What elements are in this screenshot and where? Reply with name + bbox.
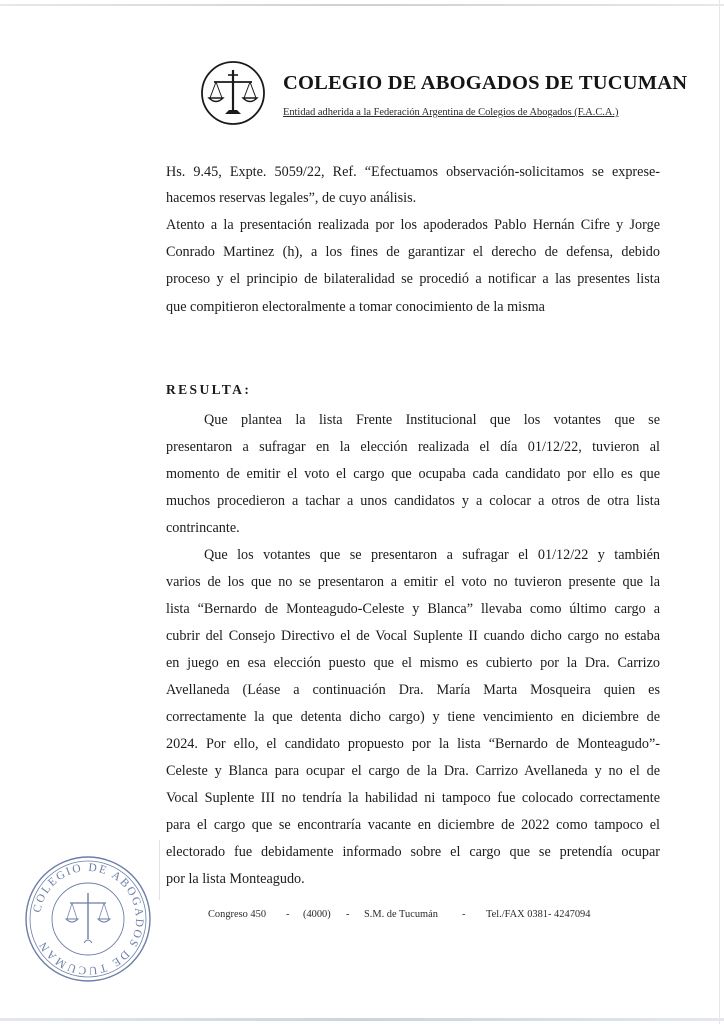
footer-postal: (4000)	[303, 909, 331, 920]
scales-of-justice-stamp-icon	[22, 853, 154, 985]
body-line: contrincante.	[166, 520, 240, 536]
body-line: presentaron a sufragar en la elección realizada el día 01/12/22, tuvieron al	[166, 439, 660, 455]
footer-phone: Tel./FAX 0381- 4247094	[486, 909, 591, 920]
body-line: Atento a la presentación realizada por los apoderados Pablo Hernán Cifre y Jorge	[166, 217, 660, 233]
body-line: lista “Bernardo de Monteagudo-Celeste y Blanca” llevaba como último cargo a	[166, 601, 660, 617]
body-line: Hs. 9.45, Expte. 5059/22, Ref. “Efectuamos observación-solicitamos se exprese-	[166, 164, 660, 180]
bottom-edge-rule	[0, 1018, 724, 1021]
organization-title: COLEGIO DE ABOGADOS DE TUCUMAN	[283, 72, 688, 94]
body-line: varios de los que no se presentaron a emitir el voto no tuvieron presente que la	[166, 574, 660, 590]
top-edge-rule	[0, 4, 724, 6]
footer-address: Congreso 450	[208, 909, 267, 920]
body-line: cubrir del Consejo Directivo el de Vocal Suplente II cuando dicho cargo no estaba	[166, 628, 660, 644]
stamp-text: COLEGIO DE ABOGADOS DE TUCUMAN	[31, 861, 146, 977]
section-heading: RESULTA:	[166, 382, 252, 397]
margin-mark	[159, 840, 160, 900]
footer-separator: -	[346, 909, 350, 920]
organization-subtitle: Entidad adherida a la Federación Argentina de Colegios de Abogados (F.A.C.A.)	[283, 107, 619, 118]
body-line: Vocal Suplente III no tendría la habilidad ni tampoco fue colocado correctamente	[166, 790, 660, 806]
scales-of-justice-icon	[200, 60, 266, 126]
body-line: Que plantea la lista Frente Institucional que los votantes que se	[204, 412, 660, 428]
body-line: hacemos reservas legales”, de cuyo análisis.	[166, 190, 417, 206]
right-edge-rule	[719, 0, 720, 1024]
body-line: momento de emitir el voto el cargo que ocupaba cada candidato por ello es que	[166, 466, 660, 482]
body-line: en juego en esa elección puesto que el mismo es cubierto por la Dra. Carrizo	[166, 655, 660, 671]
body-line: que compitieron electoralmente a tomar conocimiento de la misma	[166, 299, 545, 315]
body-line: Conrado Martinez (h), a los fines de garantizar el derecho de defensa, debido	[166, 244, 660, 260]
body-line: 2024. Por ello, el candidato propuesto por la lista “Bernardo de Monteagudo”-	[166, 736, 660, 752]
footer-city: S.M. de Tucumán	[364, 909, 438, 920]
body-line: Que los votantes que se presentaron a sufragar el 01/12/22 y también	[204, 547, 660, 563]
footer-separator: -	[286, 909, 290, 920]
body-line: electorado fue debidamente informado sobre el cargo que se pretendía ocupar	[166, 844, 660, 860]
body-line: Celeste y Blanca para ocupar el cargo de la Dra. Carrizo Avellaneda y no el de	[166, 763, 660, 779]
footer-separator: -	[462, 909, 466, 920]
body-line: muchos procedieron a tachar a unos candidatos y a colocar a otros de otra lista	[166, 493, 660, 509]
body-line: proceso y el principio de bilateralidad se procedió a notificar a las presentes lista	[166, 271, 660, 287]
body-line: correctamente la que detenta dicho cargo) y tiene vencimiento en diciembre de	[166, 709, 660, 725]
body-line: para el cargo que se encontraría vacante en diciembre de 2022 como tampoco el	[166, 817, 660, 833]
body-line: Avellaneda (Léase a continuación Dra. María Marta Mosqueira quien es	[166, 682, 660, 698]
body-line: por la lista Monteagudo.	[166, 871, 305, 887]
